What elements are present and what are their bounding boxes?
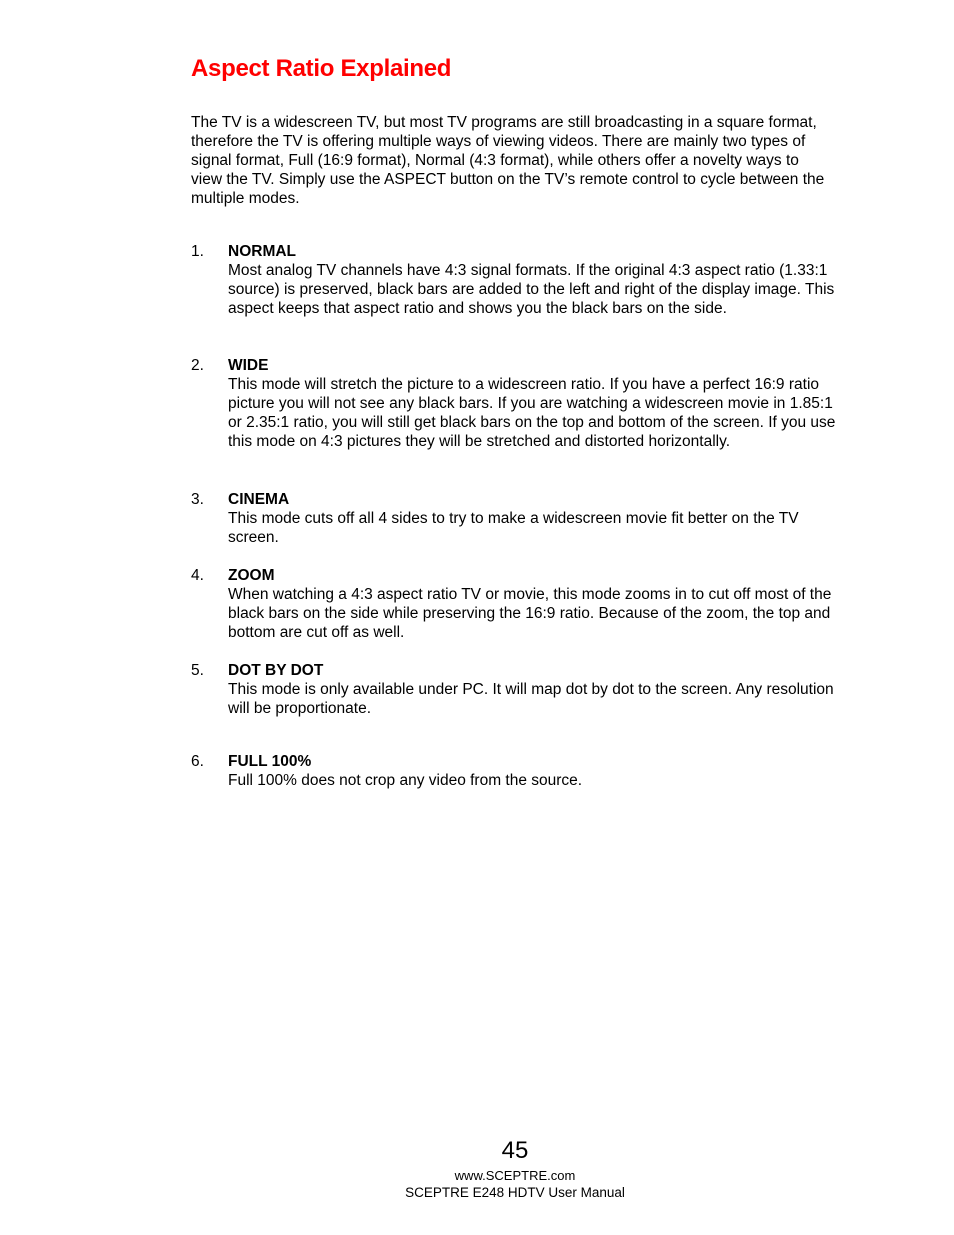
mode-item-full-100 [191,752,851,790]
mode-description: Most analog TV channels have 4:3 signal formats. If the original 4:3 aspect ratio (1.33:1 source) is preserved, black bars are added to the left and right of the display image. This aspect keeps that aspect ratio and shows you the black bars on the side. [228,262,835,317]
mode-heading: DOT BY DOT [228,662,324,679]
mode-description: This mode is only available under PC. It will map dot by dot to the screen. Any resolution will be proportionate. [228,681,834,717]
page-number: 45 [501,1137,529,1164]
mode-number: 3. [191,491,204,508]
intro-paragraph: The TV is a widescreen TV, but most TV programs are still broadcasting in a square format, therefore the TV is offering multiple ways of viewing videos. There are mainly two types of signal format, Full (16:9 format), Normal (4:3 format), while others offer a novelty ways to view the TV. Simply use the ASPECT button on the TV’s remote control to cycle between the multiple modes. [191,114,825,207]
mode-description: Full 100% does not crop any video from the source. [228,772,583,789]
mode-item-cinema [191,490,851,547]
mode-item-zoom [191,566,851,642]
footer-website: www.SCEPTRE.com [454,1168,576,1183]
mode-number: 2. [191,357,204,374]
mode-number: 5. [191,662,204,679]
mode-heading: CINEMA [228,491,290,508]
mode-number: 1. [191,243,204,260]
mode-description: This mode cuts off all 4 sides to try to make a widescreen movie fit better on the TV screen. [228,510,799,546]
mode-heading: NORMAL [228,243,297,260]
mode-number: 6. [191,753,204,770]
mode-item-wide [191,356,851,451]
page-title: Aspect Ratio Explained [191,55,452,82]
mode-heading: WIDE [228,357,269,374]
mode-item-normal [191,242,851,318]
mode-description: When watching a 4:3 aspect ratio TV or movie, this mode zooms in to cut off most of the black bars on the side while preserving the 16:9 ratio. Because of the zoom, the top and bottom are cut off as well. [228,586,832,641]
footer-manual-title: SCEPTRE E248 HDTV User Manual [405,1185,625,1200]
mode-number: 4. [191,567,204,584]
mode-heading: FULL 100% [228,753,312,770]
mode-heading: ZOOM [228,567,275,584]
mode-item-dot-by-dot [191,661,851,718]
mode-description: This mode will stretch the picture to a widescreen ratio. If you have a perfect 16:9 ratio picture you will not see any black bars. If you are watching a widescreen movie in 1.85:1 or 2.35:1 ratio, you will still get black bars on the top and bottom of the screen. If you use this mode on 4:3 pictures they will be stretched and distorted horizontally. [228,376,836,450]
